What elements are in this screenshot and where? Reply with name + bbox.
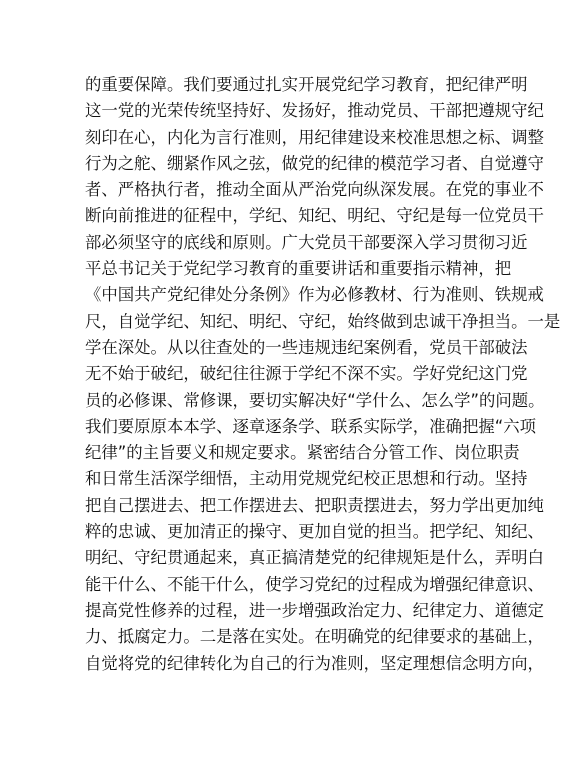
text-line: 《中国共产党纪律处分条例》作为必修教材、行为准则、铁规戒 [85, 285, 544, 305]
text-line: 者、严格执行者，推动全面从严治党向纵深发展。在党的事业不 [85, 180, 544, 200]
text-line: 行为之舵、绷紧作风之弦，做党的纪律的模范学习者、自觉遵守 [85, 153, 544, 173]
text-line: 能干什么、不能干什么，使学习党纪的过程成为增强纪律意识、 [85, 574, 544, 594]
text-line: 提高党性修养的过程，进一步增强政治定力、纪律定力、道德定 [85, 600, 544, 620]
text-line: 的重要保障。我们要通过扎实开展党纪学习教育，把纪律严明 [85, 75, 528, 94]
text-line: 员的必修课、常修课，要切实解决好“学什么、怎么学”的问题。 [85, 390, 545, 410]
body-paragraph [85, 72, 561, 677]
text-line: 学在深处。从以往查处的一些违规违纪案例看，党员干部破法 [85, 337, 528, 357]
text-line: 尺，自觉学纪、知纪、明纪、守纪，始终做到忠诚干净担当。一是 [85, 311, 561, 331]
text-line: 这一党的光荣传统坚持好、发扬好，推动党员、干部把遵规守纪 [85, 101, 544, 121]
text-line: 明纪、守纪贯通起来，真正搞清楚党的纪律规矩是什么，弄明白 [85, 548, 544, 568]
text-line: 粹的忠诚、更加清正的操守、更加自觉的担当。把学纪、知纪、 [85, 522, 544, 542]
text-line: 部必须坚守的底线和原则。广大党员干部要深入学习贯彻习近 [85, 232, 528, 252]
text-line: 纪律”的主旨要义和规定要求。紧密结合分管工作、岗位职责 [85, 443, 520, 463]
text-line: 断向前推进的征程中，学纪、知纪、明纪、守纪是每一位党员干 [85, 206, 544, 226]
text-line: 和日常生活深学细悟，主动用党规党纪校正思想和行动。坚持 [85, 469, 528, 489]
text-line: 刻印在心，内化为言行准则，用纪律建设来校准思想之标、调整 [85, 127, 544, 147]
text-line: 我们要原原本本学、逐章逐条学、联系实际学，准确把握“六项 [85, 416, 537, 436]
text-line: 自觉将党的纪律转化为自己的行为准则，坚定理想信念明方向， [85, 653, 544, 673]
text-line: 把自己摆进去、把工作摆进去、把职责摆进去，努力学出更加纯 [85, 495, 544, 515]
text-line: 平总书记关于党纪学习教育的重要讲话和重要指示精神，把 [85, 259, 512, 279]
text-line: 无不始于破纪，破纪往往源于学纪不深不实。学好党纪这门党 [85, 364, 528, 384]
text-line: 力、抵腐定力。二是落在实处。在明确党的纪律要求的基础上， [85, 627, 544, 647]
